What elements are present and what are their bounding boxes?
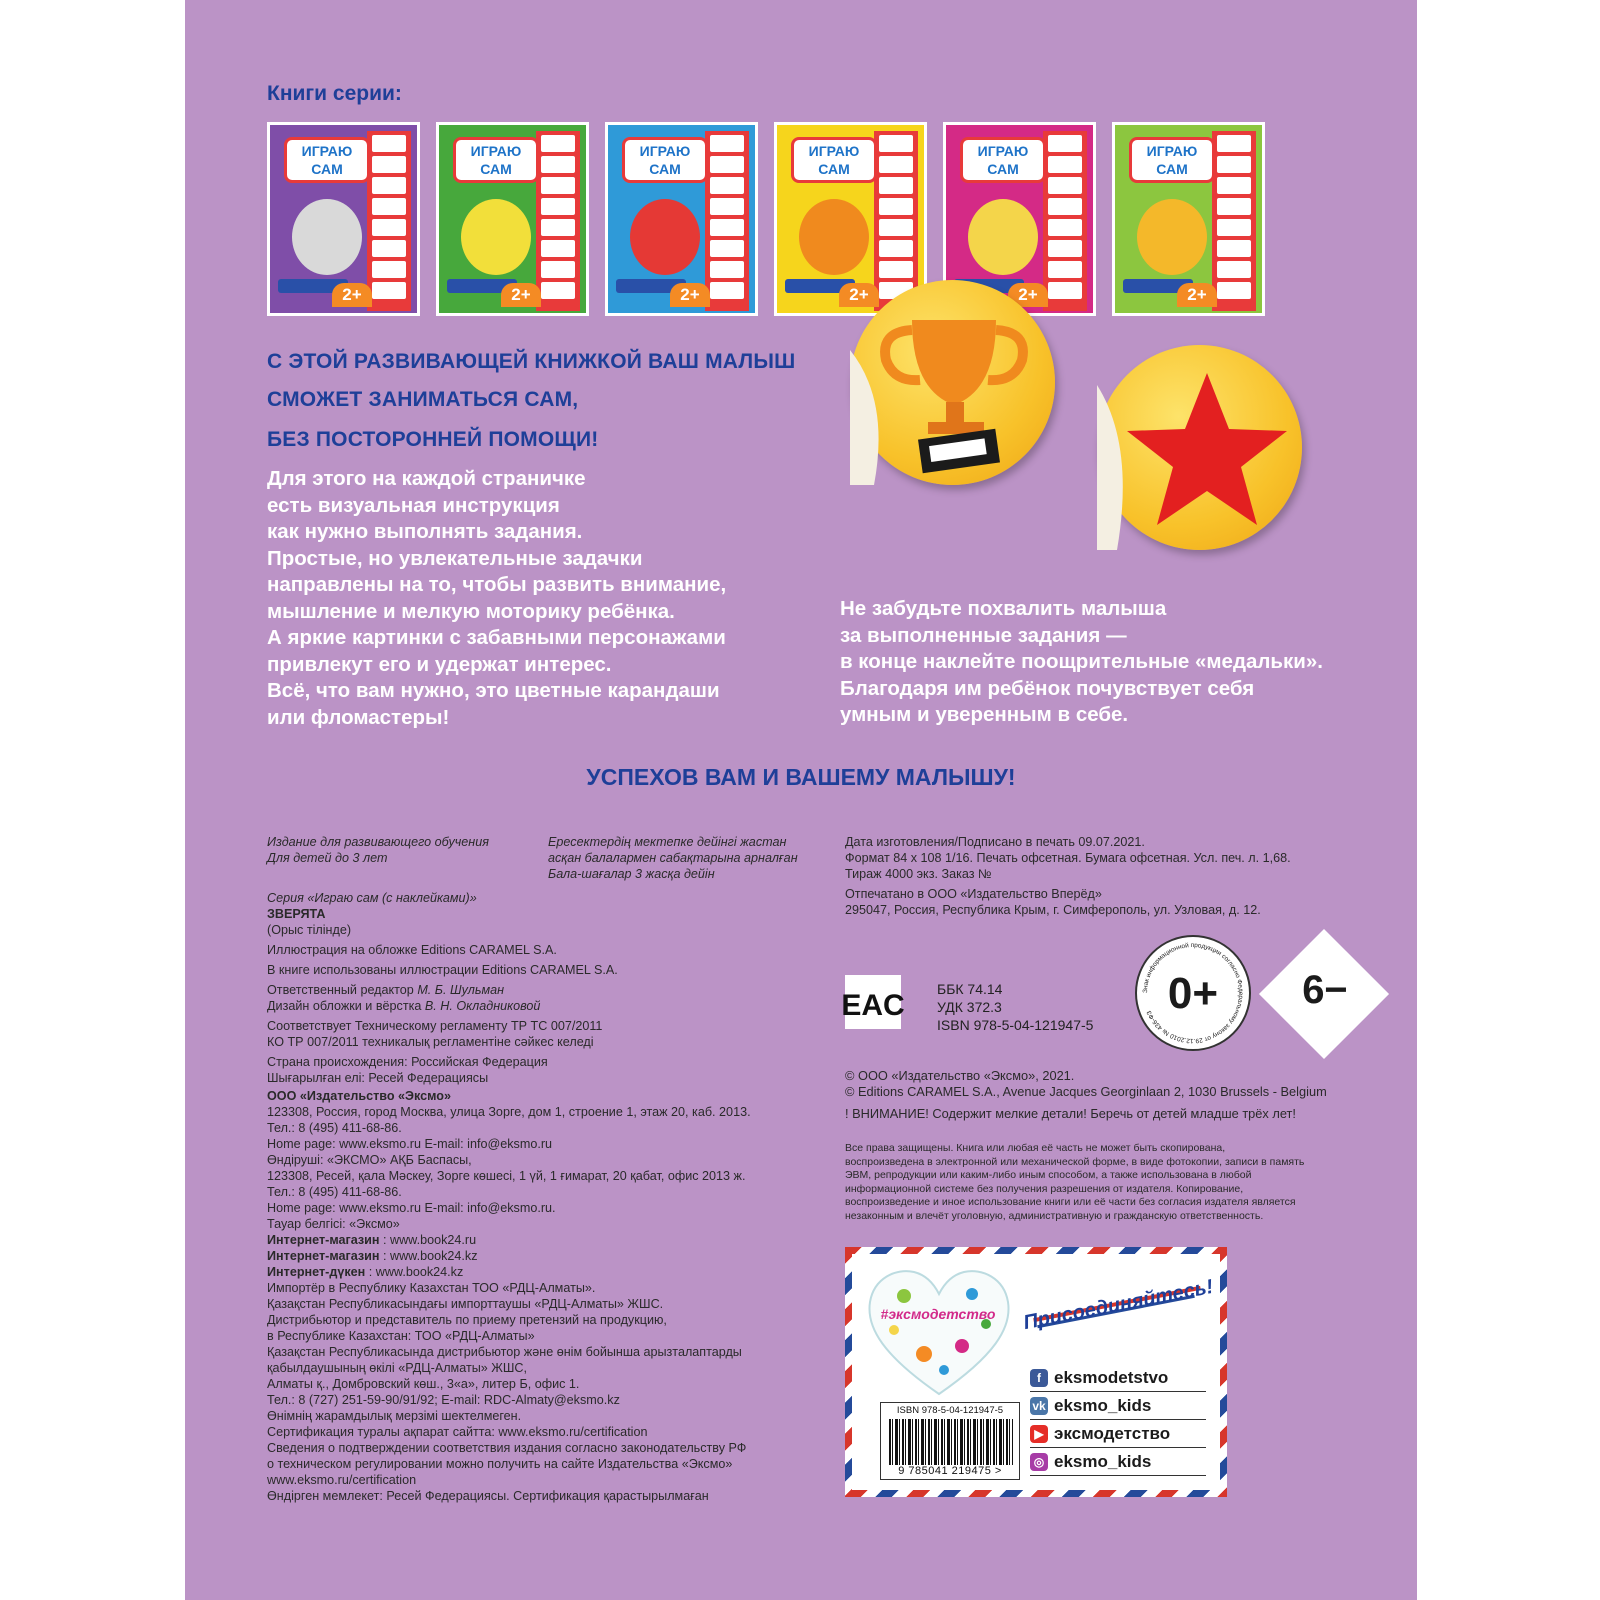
task-thumb [541,282,575,299]
task-thumb [710,198,744,215]
social-label: эксмодетство [1054,1424,1171,1443]
social-link[interactable] [1030,1450,1151,1474]
success-slogan: УСПЕХОВ ВАМ И ВАШЕМУ МАЛЫШУ! [586,764,1016,790]
task-thumb [372,198,406,215]
description-line: привлекут его и удержат интерес. [267,652,612,676]
task-thumb [710,135,744,152]
description-line: Для этого на каждой страничке [267,467,586,490]
task-thumb [372,261,406,278]
book-logo [284,137,370,183]
task-thumb [372,240,406,257]
task-thumb [541,261,575,278]
description-line: в конце наклейте поощрительные «медальки». [840,650,1323,673]
description-line: направлены на то, чтобы развить внимание, [267,573,727,596]
task-thumb [710,219,744,236]
book-logo [622,137,708,183]
publisher-details [267,1104,751,1232]
task-thumb [1048,177,1082,194]
task-thumb [710,156,744,173]
shop-line [267,1248,751,1264]
social-label: eksmo_kids [1054,1452,1152,1471]
series-title: Книги серии: [267,82,402,105]
barcode [880,1402,1020,1480]
headline-line: СМОЖЕТ ЗАНИМАТЬСЯ САМ, [267,388,579,411]
copyright-line: © Editions CARAMEL S.A., Avenue Jacques Georginlaan 2, 1030 Brussels - Belgium [845,1084,1327,1099]
task-thumb [372,177,406,194]
description-line: за выполненные задания — [840,623,1127,647]
imprint-line: в Республике Казахстан: ТОО «РДЦ-Алматы» [267,1329,535,1343]
book-age-badge: 2+ [1177,283,1217,307]
book-logo-line: САМ [818,161,850,177]
book-logo [453,137,539,183]
imprint-line: қабылдаушының өкілі «РДЦ-Алматы» ЖШС, [267,1361,528,1375]
code-line: ISBN 978-5-04-121947-5 [937,1017,1094,1033]
imprint-line: Қазақстан Республикасындағы импорттаушы «РДЦ-Алматы» ЖШС. [267,1297,664,1311]
imprint-line: Сведения о подтверждении соответствия издания согласно законодательству РФ [267,1441,747,1455]
age-rating-badge [1135,935,1251,1051]
print-line: Тираж 4000 экз. Заказ № [845,867,992,881]
imprint-line: Қазақстан Республикасында дистрибьютор және өнім бойынша арызталаптарды [267,1345,742,1359]
task-thumb [879,156,913,173]
book-logo [960,137,1046,183]
book-character [461,199,531,275]
book-age-badge: 2+ [332,283,372,307]
copyright-block [845,1068,1327,1122]
book-task-strip [1212,131,1256,311]
facebook-icon: f [1030,1369,1048,1387]
social-divider [1030,1419,1206,1420]
task-thumb [710,240,744,257]
imprint-line: о техническом регулировании можно получить на сайте Издательства «Эксмо» [267,1457,733,1471]
imprint-line: Тел.: 8 (495) 411-68-86. [267,1121,402,1135]
book-logo-line: ИГРАЮ [301,143,353,159]
imprint-line: Өндіруші: «ЭКСМО» АҚБ Баспасы, [267,1153,472,1167]
task-thumb [879,135,913,152]
social-label: eksmo_kids [1054,1396,1152,1415]
task-thumb [710,282,744,299]
social-link[interactable] [1030,1422,1170,1446]
task-thumb [541,177,575,194]
social-divider [1030,1475,1206,1476]
instagram-icon: ◎ [1030,1453,1048,1471]
imprint-line: Тел.: 8 (727) 251-59-90/91/92; E-mail: RDC-Almaty@eksmo.kz [267,1393,620,1407]
imprint-line: Home page: www.eksmo.ru E-mail: info@eksmo.ru. [267,1201,556,1215]
description-line: или фломастеры! [267,705,450,729]
headline-line: БЕЗ ПОСТОРОННЕЙ ПОМОЩИ! [267,428,599,451]
book-task-strip [367,131,411,311]
imprint-line: 123308, Россия, город Москва, улица Зорге, дом 1, строение 1, этаж 20, каб. 2013. [267,1105,751,1119]
book-logo [791,137,877,183]
imprint-purpose-kz [548,834,798,882]
task-thumb [710,177,744,194]
design-name: В. Н. Окладниковой [424,999,541,1013]
design-label: Дизайн обложки и вёрстка [267,999,422,1013]
barcode-number: 9 785041 219475 > [898,1465,1002,1477]
book-task-strip [536,131,580,311]
imprint-line: Тауар белгісі: «Эксмо» [267,1217,400,1231]
eac-mark [841,975,905,1029]
barcode-bars [889,1419,1013,1465]
task-thumb [1048,261,1082,278]
rights-notice: Все права защищены. Книга или любая её часть не может быть скопирована, воспроизведена в электронной или механической форме, в виде фотокопии, записи в память ЭВМ, репродукции или каким-либо иным способом, а также использована в любой информационной системе без получения разрешения от издателя. Копирование, воспроизведение и иное использование книги или её части без согласия издателя является незаконным и влечёт уголовную, административную и гражданскую ответственность. [845,1142,1305,1222]
language-line: (Орыс тілінде) [267,923,352,937]
shop-url[interactable]: : www.book24.kz [379,1249,478,1263]
task-thumb [1048,198,1082,215]
heart-icon [864,1266,1014,1396]
task-thumb [1217,156,1251,173]
series-line: Серия «Играю сам (с наклейками)» [267,891,477,905]
social-divider [1030,1447,1206,1448]
series-book[interactable] [1112,122,1265,316]
design-line [267,998,751,1014]
task-thumb [879,240,913,257]
imprint-line: Сертификация туралы ақпарат сайтта: www.eksmo.ru/certification [267,1425,648,1439]
task-thumb [1217,198,1251,215]
description-line: умным и уверенным в себе. [840,703,1129,726]
book-logo-line: ИГРАЮ [1146,143,1198,159]
task-thumb [879,219,913,236]
book-age-badge: 2+ [1008,283,1048,307]
shop-line [267,1264,751,1280]
imprint-line: Алматы қ., Домбровский көш., 3«а», литер Б, офис 1. [267,1377,580,1391]
series-book[interactable] [605,122,758,316]
book-logo-line: САМ [649,161,681,177]
social-link[interactable] [1030,1394,1151,1418]
description-line: Благодаря им ребёнок почувствует себя [840,676,1255,700]
trophy-sticker [850,280,1055,485]
age-diamond-value: 6− [1302,968,1348,1012]
description-line: Простые, но увлекательные задачки [267,546,643,570]
promo-envelope [845,1247,1227,1497]
imprint-line: Дистрибьютор и представитель по приему претензий на продукцию, [267,1313,667,1327]
code-line: ББК 74.14 [937,981,1003,997]
imprint-line: Ересектердің мектепке дейінгі жастан [548,835,787,849]
book-logo-line: САМ [1156,161,1188,177]
task-thumb [372,135,406,152]
task-thumb [1048,240,1082,257]
shop-url[interactable]: : www.book24.kz [365,1265,464,1279]
back-cover [185,0,1417,1600]
rating-ring-text: Знак информационной продукции согласно Федеральному закону от 29.12.2010 № 436-ФЗ [1141,941,1245,1045]
country-line: Шығарылған елі: Ресей Федерациясы [267,1071,489,1085]
book-task-strip [705,131,749,311]
barcode-isbn: ISBN 978-5-04-121947-5 [896,1405,1004,1416]
task-thumb [1217,261,1251,278]
task-thumb [372,156,406,173]
book-logo-line: ИГРАЮ [639,143,691,159]
task-thumb [1048,135,1082,152]
regulation-line: Соответствует Техническому регламенту ТР ТС 007/2011 [267,1019,603,1033]
book-logo-line: ИГРАЮ [470,143,522,159]
book-logo-line: ИГРАЮ [808,143,860,159]
imprint-main [267,890,751,1504]
editor-label: Ответственный редактор [267,983,414,997]
task-thumb [1048,156,1082,173]
imprint-purpose [267,834,489,866]
book-age-badge: 2+ [839,283,879,307]
eac-icon [841,975,905,1029]
book-character [968,199,1038,275]
headline-line: С ЭТОЙ РАЗВИВАЮЩЕЙ КНИЖКОЙ ВАШ МАЛЫШ [267,350,796,373]
distributor-details [267,1280,751,1504]
description-line: Всё, что вам нужно, это цветные карандаши [267,679,720,702]
description-line: Не забудьте похвалить малыша [840,597,1167,620]
task-thumb [372,282,406,299]
task-thumb [1217,135,1251,152]
warning-line: ! ВНИМАНИЕ! Содержит мелкие детали! Беречь от детей младше трёх лет! [845,1106,1296,1121]
book-age-badge: 2+ [501,283,541,307]
imprint-line: Импортёр в Республику Казахстан ТОО «РДЦ-Алматы». [267,1281,596,1295]
task-thumb [879,177,913,194]
task-thumb [541,156,575,173]
description-right [840,596,1323,729]
print-line: Дата изготовления/Подписано в печать 09.07.2021. [845,835,1145,849]
task-thumb [1048,219,1082,236]
online-shops [267,1232,751,1280]
description-line: А яркие картинки с забавными персонажами [267,626,726,649]
book-character [292,199,362,275]
book-logo-line: САМ [311,161,343,177]
printer-line: Отпечатано в ООО «Издательство Вперёд» [845,887,1102,901]
code-line: УДК 372.3 [937,999,1002,1015]
shop-label: Интернет-магазин [267,1249,380,1263]
book-character [799,199,869,275]
imprint-line: Home page: www.eksmo.ru E-mail: info@eksmo.ru [267,1137,553,1151]
book-character [1137,199,1207,275]
description-line: есть визуальная инструкция [267,493,560,517]
book-logo-line: САМ [987,161,1019,177]
imprint-line: Тел.: 8 (495) 411-68-86. [267,1185,402,1199]
regulation-line: КО ТР 007/2011 техникалық регламентіне сәйкес келеді [267,1035,594,1049]
printer-line: 295047, Россия, Республика Крым, г. Симферополь, ул. Узловая, д. 12. [845,903,1261,917]
imprint-line: 123308, Ресей, қала Мәскеу, Зорге көшесі, 1 үй, 1 ғимарат, 20 қабат, офис 2013 ж. [267,1169,746,1183]
shop-url[interactable]: : www.book24.ru [379,1233,477,1247]
star-icon [1097,345,1302,550]
copyright-line: © ООО «Издательство «Эксмо», 2021. [845,1068,1075,1083]
task-thumb [541,240,575,257]
illustration-line: Иллюстрация на обложке Editions CARAMEL S.A. [267,943,557,957]
book-title: ЗВЕРЯТА [267,907,326,921]
task-thumb [710,261,744,278]
shop-line [267,1232,751,1248]
imprint-line: Өнімнің жарамдылық мерзімі шектелмеген. [267,1409,522,1423]
description-line: как нужно выполнять задания. [267,520,583,543]
task-thumb [879,198,913,215]
task-thumb [372,219,406,236]
book-logo-line: ИГРАЮ [977,143,1029,159]
promo-join-title: Присоединяйтесь! [1021,1275,1215,1335]
editor-name: М. Б. Шульман [417,983,505,997]
task-thumb [1217,240,1251,257]
print-info [845,834,1291,918]
imprint-line: Бала-шағалар 3 жасқа дейін [548,867,715,881]
book-age-badge: 2+ [670,283,710,307]
series-book[interactable] [267,122,420,316]
book-logo [1129,137,1215,183]
age-rating-value: 0+ [1167,969,1219,1018]
social-divider [1030,1391,1206,1392]
star-sticker [1097,345,1302,550]
task-thumb [541,219,575,236]
vk-icon: vk [1030,1397,1048,1415]
series-book[interactable] [436,122,589,316]
editor-line [267,982,751,998]
print-line: Формат 84 x 108 1/16. Печать офсетная. Бумага офсетная. Усл. печ. л. 1,68. [845,851,1291,865]
youtube-icon: ▶ [1030,1425,1048,1443]
classification-codes [937,980,1093,1034]
imprint-line: Для детей до 3 лет [267,851,388,865]
imprint-line: www.eksmo.ru/certification [267,1473,417,1487]
task-thumb [541,198,575,215]
imprint-line: асқан балалармен сабақтарына арналған [548,851,798,865]
promo-hashtag: #эксмодетство [880,1306,996,1322]
social-link[interactable] [1030,1366,1168,1390]
shop-label: Интернет-магазин [267,1233,380,1247]
illustration-line: В книге использованы иллюстрации Editions CARAMEL S.A. [267,963,618,977]
task-thumb [541,135,575,152]
imprint-line: Издание для развивающего обучения [267,835,489,849]
country-line: Страна происхождения: Российская Федерация [267,1055,548,1069]
book-logo-line: САМ [480,161,512,177]
task-thumb [1217,177,1251,194]
task-thumb [879,261,913,278]
description-left [267,466,726,731]
book-character [630,199,700,275]
shop-label: Интернет-дүкен [267,1265,366,1279]
eac-text: EAC [841,989,905,1022]
task-thumb [1217,219,1251,236]
publisher-name: ООО «Издательство «Эксмо» [267,1089,452,1103]
task-thumb [1217,282,1251,299]
description-line: мышление и мелкую моторику ребёнка. [267,599,675,623]
imprint-line: Өндірген мемлекет: Ресей Федерациясы. Сертификация қарастырылмаған [267,1489,709,1503]
social-label: eksmodetstvo [1054,1368,1169,1387]
trophy-icon [850,280,1055,485]
